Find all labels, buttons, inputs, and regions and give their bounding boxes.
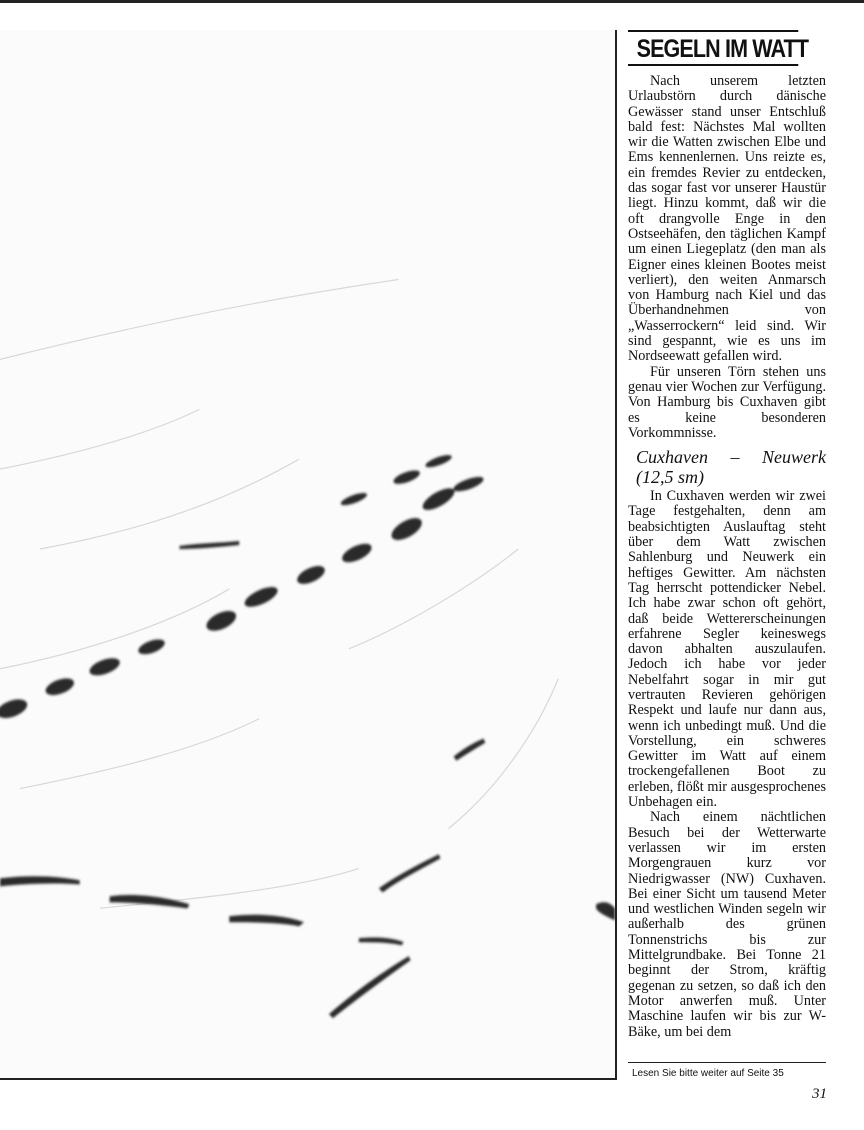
continue-note: Lesen Sie bitte weiter auf Seite 35 — [632, 1068, 784, 1079]
article-headline: SEGELN IM WATT — [628, 30, 798, 66]
article-column — [628, 30, 826, 1040]
paragraph-intro: Nach unserem letzten Urlaubstörn durch dänische Gewässer stand unser Entschluß bald fest: Nächstes Mal wollten wir die Watten zwischen Elbe und Ems kennenlernen. Uns reizte es, ein fremdes Revier zu entdecken, das sogar fast vor unserer Haustür liegt. Hinzu kommt, daß wir die oft drangvolle Enge in den Ostseehäfen, den täglichen Kampf um einen Liegeplatz (den man als Eigner eines kleinen Bootes meist verliert), den weiten Anmarsch von Hamburg nach Kiel und das Überhandnehmen von „Wasserrockern“ leid sind. Wir sind gespannt, wie es uns im Nordseewatt gefallen wird. — [628, 73, 826, 365]
top-rule — [0, 0, 864, 3]
section-subhead: Cuxhaven – Neuwerk (12,5 sm) — [636, 447, 826, 488]
paragraph-departure: Nach einem nächtlichen Besuch bei der Wetterwarte verlassen wir im ersten Morgengrauen kurz vor Niedrigwasser (NW) Cuxhaven. Bei einer Sicht um tausend Meter und westlichen Winden segeln wir außerhalb des grünen Tonnenstrichs bis zur Mittelgrundbake. Bei Tonne 21 beginnt der Strom, kräftig gegenan zu setzen, so daß ich den Motor anwerfen muß. Unter Maschine laufen wir bis zur W-Bäke, um bei dem — [628, 809, 826, 1040]
paragraph-schedule: Für unseren Törn stehen uns genau vier Wochen zur Verfügung. Von Hamburg bis Cuxhaven gibt es keine besonderen Vorkommnisse. — [628, 363, 826, 441]
continue-rule — [628, 1062, 826, 1063]
article-body — [628, 74, 826, 1040]
page-number: 31 — [812, 1086, 827, 1102]
paragraph-cuxhaven: In Cuxhaven werden wir zwei Tage festgehalten, denn am beabsichtigten Auslauftag steht über dem Watt zwischen Sahlenburg und Neuwerk ein heftiges Gewitter. Am nächsten Tag herrscht pottendicker Nebel. Ich habe zwar schon oft gehört, daß beide Wettererscheinungen erfahrene Segler keineswegs davon abhalten auszulaufen. Jedoch ich habe vor jeder Nebelfahrt sogar in mir gut vertrauten Revieren gehörigen Respekt und laufe nur dann aus, wenn ich unbedingt muß. Und die Vorstellung, ein schweres Gewitter im Watt auf einem trockengefallenen Boot zu erleben, flößt mir ausgesprochenes Unbehagen ein. — [628, 488, 826, 811]
snow-tracks-photo — [0, 30, 617, 1080]
